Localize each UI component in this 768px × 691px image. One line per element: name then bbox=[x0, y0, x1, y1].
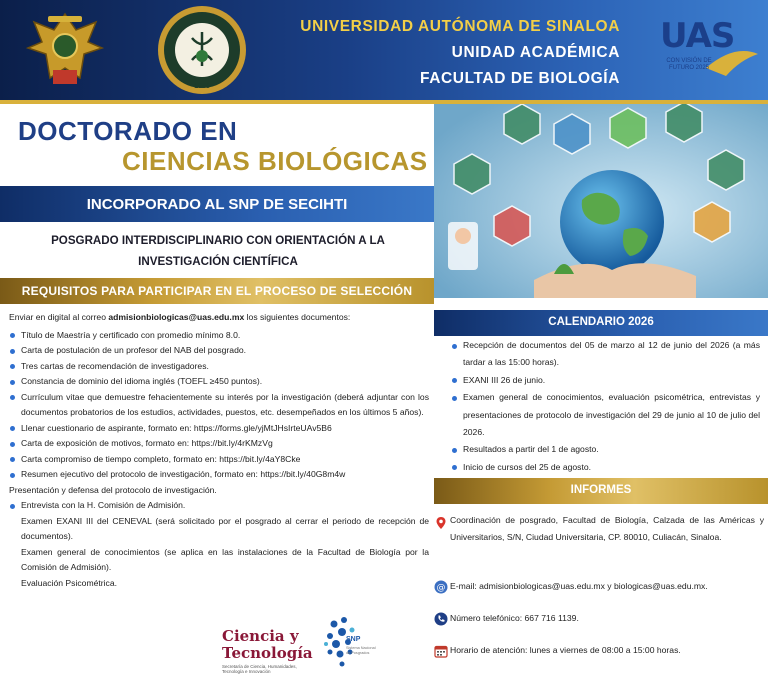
program-subtitle bbox=[20, 230, 416, 272]
address-text: Coordinación de posgrado, Facultad de Biología, Calzada de las Américas y Universitarios, S/N, Ciudad Universitaria, CP. 80010, Culiacán, Sinaloa. bbox=[450, 515, 764, 542]
list-item[interactable]: Carta de exposición de motivos, formato en: https://bit.ly/4rKMzVg bbox=[9, 436, 429, 452]
requirements-band bbox=[0, 278, 434, 304]
subtitle-line2: INVESTIGACIÓN CIENTÍFICA bbox=[138, 255, 298, 268]
info-heading: INFORMES bbox=[570, 484, 632, 496]
requirements-list bbox=[9, 328, 429, 483]
list-item: Tres cartas de recomendación de investigadores. bbox=[9, 359, 429, 375]
cyt-subtitle: Secretaría de Ciencia, Humanidades, Tecnología e Innovación bbox=[222, 664, 297, 674]
calendar-band bbox=[434, 310, 768, 336]
info-email bbox=[434, 578, 764, 596]
requirements-section bbox=[9, 310, 429, 591]
university-eagle-logo bbox=[26, 8, 104, 94]
calendar-item: Resultados a partir del 1 de agosto. bbox=[452, 441, 760, 458]
info-phone bbox=[434, 610, 764, 628]
university-name: UNIVERSIDAD AUTÓNOMA DE SINALOA bbox=[300, 18, 620, 35]
list-item[interactable]: Carta compromiso de tiempo completo, formato en: https://bit.ly/4aY8Cke bbox=[9, 452, 429, 468]
snp-logo-text: SNP bbox=[346, 636, 361, 643]
list-item: Currículum vitae que demuestre fehacientemente su interés por la investigación (deberá adjuntar con los documentos probatorios de los estudios, actividades, puestos, etc. desempeñados en los últimos 5 años). bbox=[9, 390, 429, 421]
list-item[interactable]: Llenar cuestionario de aspirante, formato en: https://forms.gle/yjMtJHsIrteUAv5B6 bbox=[9, 421, 429, 437]
snp-logo-mark bbox=[322, 614, 392, 674]
program-title-line2: CIENCIAS BIOLÓGICAS bbox=[122, 146, 428, 176]
location-pin-icon bbox=[434, 516, 448, 530]
list-item: Título de Maestría y certificado con promedio mínimo 8.0. bbox=[9, 328, 429, 344]
subtitle-line1: POSGRADO INTERDISCIPLINARIO CON ORIENTACIÓN A LA bbox=[51, 234, 385, 247]
info-band bbox=[434, 478, 768, 504]
requirements-heading: REQUISITOS PARA PARTICIPAR EN EL PROCESO DE SELECCIÓN bbox=[21, 284, 413, 298]
faculty-name: FACULTAD DE BIOLOGÍA bbox=[420, 70, 620, 87]
intro-text: Enviar en digital al correo bbox=[9, 312, 109, 322]
email-icon bbox=[434, 580, 448, 594]
ciencia-tecnologia-logo bbox=[222, 627, 313, 686]
info-hours bbox=[434, 642, 764, 660]
email-text[interactable]: E-mail: admisionbiologicas@uas.edu.mx y biologicas@uas.edu.mx. bbox=[450, 581, 708, 591]
academic-unit: UNIDAD ACADÉMICA bbox=[451, 44, 620, 61]
biology-globe-illustration bbox=[434, 104, 768, 298]
uas-logo-subtitle: CON VISIÓN DE FUTURO 2025 bbox=[666, 58, 712, 71]
header-titles bbox=[300, 14, 620, 92]
info-address bbox=[434, 512, 764, 572]
snp-band-label: INCORPORADO AL SNP DE SECIHTI bbox=[86, 196, 348, 213]
snp-logo-subtitle: Sistema Nacional de Posgrados bbox=[346, 646, 376, 655]
intro-text-end: los siguientes documentos: bbox=[244, 312, 351, 322]
general-exam-note: Examen general de conocimientos (se aplica en las instalaciones de la Facultad de Biología por la Comisión de Admisión). bbox=[21, 546, 429, 572]
calendar-item: Inicio de cursos del 25 de agosto. bbox=[452, 459, 760, 476]
cyt-line2: Tecnología bbox=[222, 644, 313, 662]
calendar-item: Examen general de conocimientos, evaluación psicométrica, entrevistas y presentaciones de protocolo de investigación del 29 de junio al 10 de julio del 2026. bbox=[452, 389, 760, 441]
program-title-line1: DOCTORADO EN bbox=[18, 116, 238, 146]
list-item: Constancia de dominio del idioma inglés (TOEFL ≥450 puntos). bbox=[9, 374, 429, 390]
svg-text:@: @ bbox=[436, 583, 446, 593]
psychometric-note: Evaluación Psicométrica. bbox=[21, 577, 118, 588]
calendar-item: EXANI III 26 de junio. bbox=[452, 372, 760, 389]
snp-band bbox=[0, 186, 434, 222]
uas-logo-text: UAS bbox=[660, 16, 735, 56]
presentation-note: Presentación y defensa del protocolo de investigación. bbox=[9, 484, 217, 495]
cyt-line1: Ciencia y bbox=[222, 627, 299, 645]
requirements-intro bbox=[9, 310, 429, 326]
calendar-list bbox=[452, 337, 760, 476]
list-item: Entrevista con la H. Comisión de Admisión. bbox=[9, 498, 429, 514]
seal-year: 1958 bbox=[194, 83, 210, 90]
header-banner bbox=[0, 0, 768, 104]
hours-text: Horario de atención: lunes a viernes de 08:00 a 15:00 horas. bbox=[450, 645, 681, 655]
admission-email[interactable]: admisionbiologicas@uas.edu.mx bbox=[108, 312, 245, 322]
list-item: Carta de postulación de un profesor del NAB del posgrado. bbox=[9, 343, 429, 359]
calendar-item: Recepción de documentos del 05 de marzo al 12 de junio del 2026 (a más tardar a las 15:00 horas). bbox=[452, 337, 760, 372]
phone-text[interactable]: Número telefónico: 667 716 1139. bbox=[450, 613, 579, 623]
phone-icon bbox=[434, 612, 448, 626]
calendar-icon bbox=[434, 644, 448, 658]
biology-faculty-seal bbox=[156, 4, 248, 96]
exani-note: Examen EXANI III del CENEVAL (será solicitado por el posgrado al cerrar el periodo de recepción de documentos). bbox=[21, 515, 429, 541]
calendar-heading: CALENDARIO 2026 bbox=[548, 316, 654, 328]
list-item[interactable]: Resumen ejecutivo del protocolo de investigación, formato en: https://bit.ly/40G8m4w bbox=[9, 467, 429, 483]
